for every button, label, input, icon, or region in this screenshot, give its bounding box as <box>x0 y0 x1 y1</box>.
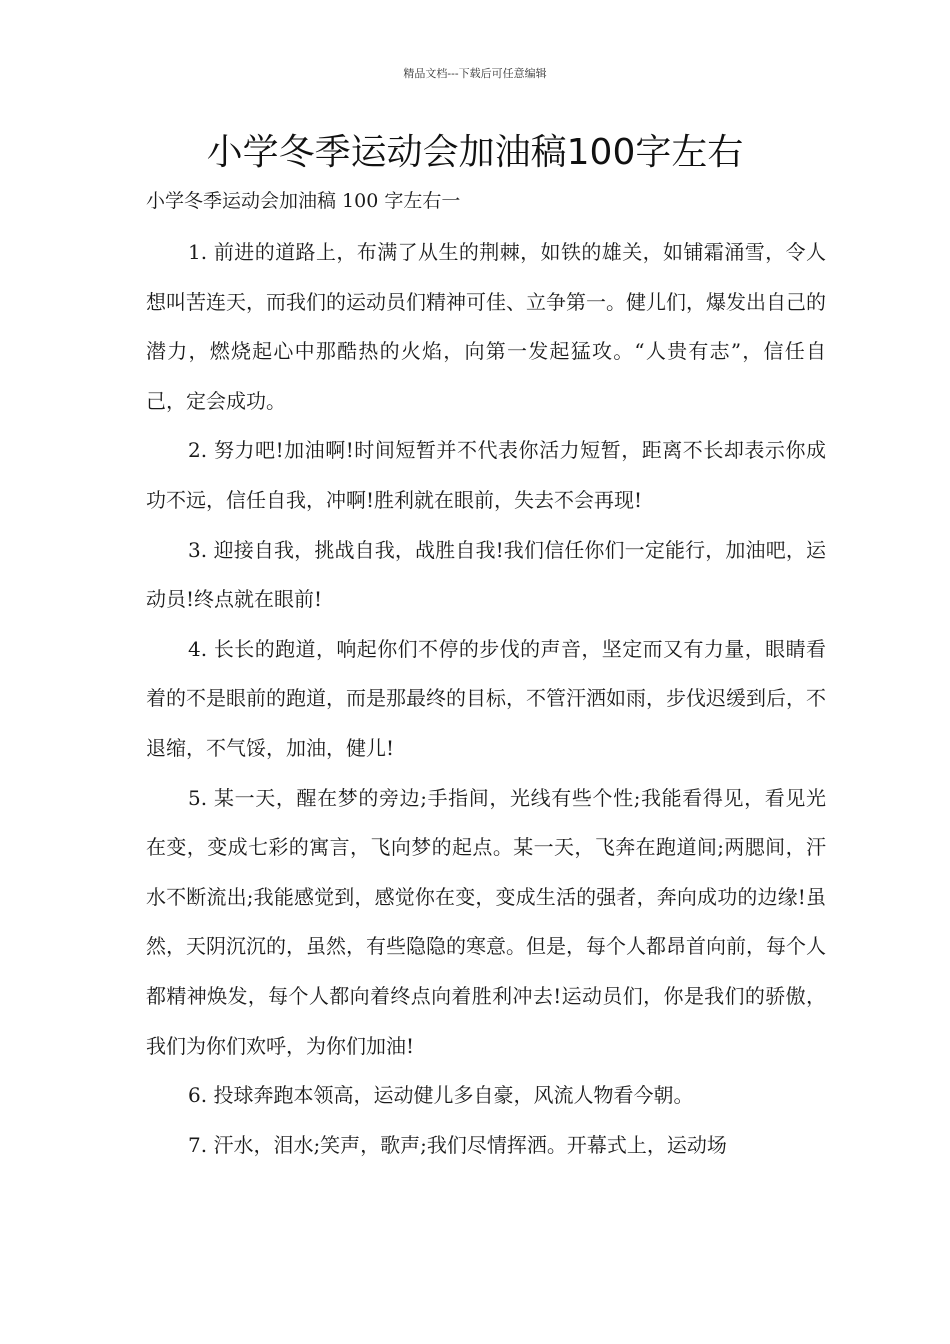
paragraph-3: 3. 迎接自我，挑战自我，战胜自我!我们信任你们一定能行，加油吧，运动员!终点就在眼前! <box>146 537 826 612</box>
paragraph-1: 1. 前进的道路上，布满了从生的荆棘，如铁的雄关，如铺霜涌雪，令人想叫苦连天，而我们的运动员们精神可佳、立争第一。健儿们，爆发出自己的潜力，燃烧起心中那酷热的火焰，向第一发起猛攻。“人贵有志”，信任自己，定会成功。 <box>146 240 826 413</box>
document-subtitle: 小学冬季运动会加油稿 100 字左右一 <box>146 190 461 212</box>
document-body <box>146 228 826 1170</box>
paragraph-7: 7. 汗水，泪水;笑声，歌声;我们尽情挥洒。开幕式上，运动场 <box>188 1132 727 1157</box>
paragraph-6: 6. 投球奔跑本领高，运动健儿多自豪，风流人物看今朝。 <box>188 1083 694 1108</box>
paragraph-4: 4. 长长的跑道，响起你们不停的步伐的声音，坚定而又有力量，眼睛看着的不是眼前的跑道，而是那最终的目标，不管汗洒如雨，步伐迟缓到后，不退缩，不气馁，加油，健儿! <box>146 636 826 760</box>
header-note: 精品文档---下载后可任意编辑 <box>403 67 547 80</box>
document-title: 小学冬季运动会加油稿100字左右 <box>206 132 744 173</box>
paragraph-2: 2. 努力吧!加油啊!时间短暂并不代表你活力短暂，距离不长却表示你成功不远，信任自我，冲啊!胜利就在眼前，失去不会再现! <box>146 438 826 512</box>
paragraph-5: 5. 某一天，醒在梦的旁边;手指间，光线有些个性;我能看得见，看见光在变，变成七彩的寓言，飞向梦的起点。某一天，飞奔在跑道间;两腮间，汗水不断流出;我能感觉到，感觉你在变，变成生活的强者，奔向成功的边缘!虽然，天阴沉沉的，虽然，有些隐隐的寒意。但是，每个人都昂首向前，每个人都精神焕发，每个人都向着终点向着胜利冲去!运动员们，你是我们的骄傲，我们为你们欢呼，为你们加油! <box>146 785 826 1058</box>
